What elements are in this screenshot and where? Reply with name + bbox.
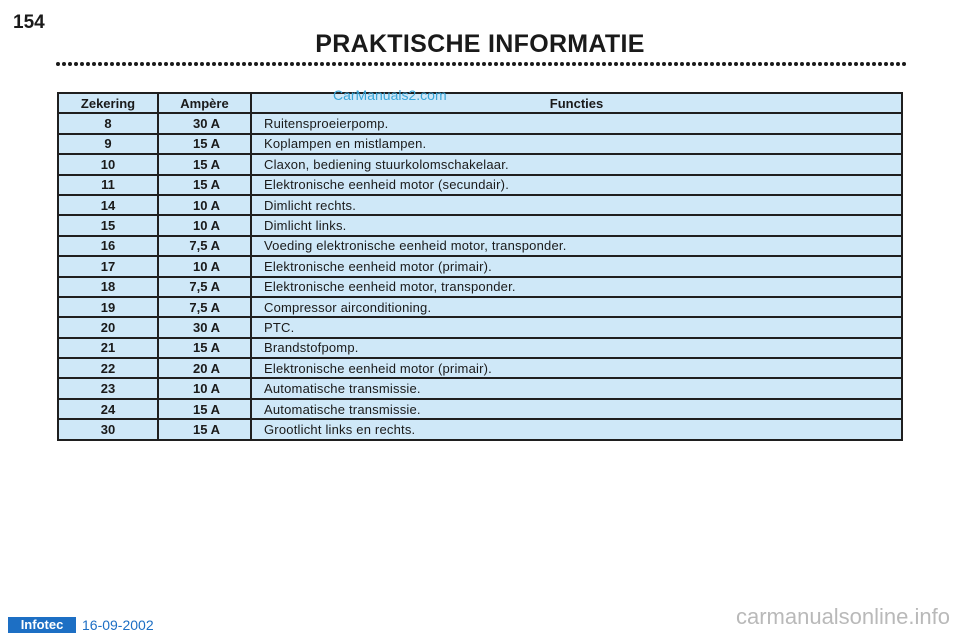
- page-number: 154: [13, 12, 45, 33]
- ampere-cell: 15 A: [158, 399, 251, 419]
- fuse-number-cell: 11: [58, 175, 158, 195]
- function-cell: Grootlicht links en rechts.: [251, 419, 902, 439]
- function-cell: Claxon, bediening stuurkolomschakelaar.: [251, 154, 902, 174]
- function-cell: Compressor airconditioning.: [251, 297, 902, 317]
- ampere-cell: 7,5 A: [158, 236, 251, 256]
- ampere-cell: 20 A: [158, 358, 251, 378]
- function-cell: Automatische transmissie.: [251, 399, 902, 419]
- table-row: [58, 195, 902, 215]
- table-row: [58, 399, 902, 419]
- ampere-cell: 15 A: [158, 175, 251, 195]
- ampere-cell: 7,5 A: [158, 297, 251, 317]
- header-zekering: Zekering: [58, 93, 158, 113]
- fuse-number-cell: 14: [58, 195, 158, 215]
- infotec-logo: Infotec: [8, 617, 76, 633]
- function-cell: PTC.: [251, 317, 902, 337]
- fuse-number-cell: 20: [58, 317, 158, 337]
- fuse-number-cell: 22: [58, 358, 158, 378]
- ampere-cell: 7,5 A: [158, 277, 251, 297]
- table-row: [58, 419, 902, 439]
- ampere-cell: 15 A: [158, 134, 251, 154]
- table-row: [58, 338, 902, 358]
- function-cell: Automatische transmissie.: [251, 378, 902, 398]
- table-row: [58, 297, 902, 317]
- ampere-cell: 10 A: [158, 215, 251, 235]
- fuse-number-cell: 17: [58, 256, 158, 276]
- header-functies: Functies: [251, 93, 902, 113]
- table-row: [58, 256, 902, 276]
- fuse-table: [57, 92, 903, 441]
- fuse-number-cell: 30: [58, 419, 158, 439]
- fuse-number-cell: 23: [58, 378, 158, 398]
- header-ampere: Ampère: [158, 93, 251, 113]
- ampere-cell: 10 A: [158, 378, 251, 398]
- table-row: [58, 154, 902, 174]
- fuse-number-cell: 8: [58, 113, 158, 133]
- function-cell: Ruitensproeierpomp.: [251, 113, 902, 133]
- ampere-cell: 30 A: [158, 317, 251, 337]
- table-row: [58, 113, 902, 133]
- fuse-number-cell: 15: [58, 215, 158, 235]
- footer-date: 16-09-2002: [82, 617, 154, 633]
- ampere-cell: 15 A: [158, 154, 251, 174]
- function-cell: Brandstofpomp.: [251, 338, 902, 358]
- function-cell: Dimlicht rechts.: [251, 195, 902, 215]
- fuse-number-cell: 10: [58, 154, 158, 174]
- ampere-cell: 10 A: [158, 256, 251, 276]
- table-row: [58, 317, 902, 337]
- watermark-bottom: carmanualsonline.info: [735, 604, 950, 629]
- page-title: PRAKTISCHE INFORMATIE: [315, 30, 645, 58]
- watermark-top: CarManuals2.com: [333, 87, 447, 103]
- table-row: [58, 358, 902, 378]
- table-header-row: [58, 93, 902, 113]
- fuse-number-cell: 18: [58, 277, 158, 297]
- function-cell: Voeding elektronische eenheid motor, transponder.: [251, 236, 902, 256]
- table-row: [58, 378, 902, 398]
- function-cell: Elektronische eenheid motor (secundair).: [251, 175, 902, 195]
- table-row: [58, 277, 902, 297]
- ampere-cell: 30 A: [158, 113, 251, 133]
- ampere-cell: 15 A: [158, 419, 251, 439]
- fuse-number-cell: 19: [58, 297, 158, 317]
- function-cell: Elektronische eenheid motor (primair).: [251, 358, 902, 378]
- function-cell: Elektronische eenheid motor (primair).: [251, 256, 902, 276]
- fuse-number-cell: 9: [58, 134, 158, 154]
- function-cell: Dimlicht links.: [251, 215, 902, 235]
- ampere-cell: 10 A: [158, 195, 251, 215]
- fuse-number-cell: 16: [58, 236, 158, 256]
- table-row: [58, 215, 902, 235]
- dotted-divider: [56, 62, 906, 70]
- fuse-number-cell: 24: [58, 399, 158, 419]
- ampere-cell: 15 A: [158, 338, 251, 358]
- table-row: [58, 175, 902, 195]
- table-row: [58, 134, 902, 154]
- table-row: [58, 236, 902, 256]
- function-cell: Elektronische eenheid motor, transponder.: [251, 277, 902, 297]
- fuse-number-cell: 21: [58, 338, 158, 358]
- function-cell: Koplampen en mistlampen.: [251, 134, 902, 154]
